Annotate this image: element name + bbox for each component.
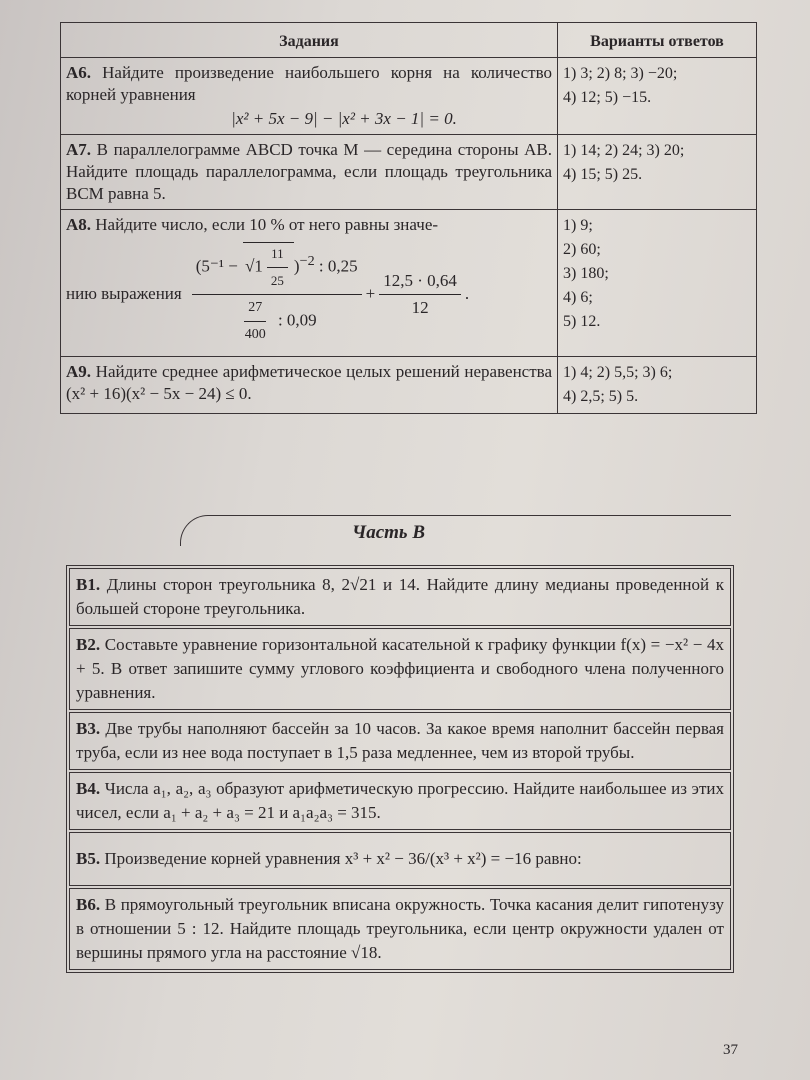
task-label: А6. [66,63,92,82]
answer-options: 1) 3; 2) 8; 3) −20; [563,65,678,82]
task-cell [61,58,558,135]
task-text: Найдите среднее арифметическое целых решений неравенства (x² + 16)(x² − 5x − 24) ≤ 0. [66,362,553,403]
task-text: Найдите число, если 10 % от него равны значе- [95,215,439,234]
task-label: А7. [66,140,92,159]
task-row-a8 [61,210,757,357]
answer-option: 4) 6; [563,289,593,306]
second-fraction: $\frac{12,5 \cdot 0,64}{12}$ [379,270,461,319]
answer-cell [558,210,757,357]
task-text: Числа a₁, a₂, a₃ образуют арифметическую прогрессию. Найдите наибольшее из этих чисел, если a₁ + a₂ + a₃ = 21 и a₁a₂a₃ = 315. [76,779,725,822]
section-header-frame [180,515,731,546]
answer-options: 4) 2,5; 5) 5. [563,388,639,405]
answer-options: 4) 12; 5) −15. [563,89,652,106]
answer-option: 2) 60; [563,241,601,258]
task-label: А8. [66,215,92,234]
task-label: B1. [76,575,101,594]
answer-option: 1) 9; [563,217,593,234]
part-b-table [66,565,734,973]
task-label: B2. [76,635,101,654]
task-text: Длины сторон треугольника 8, 2√21 и 14. Найдите длину медианы проведенной к большей стороне треугольника. [76,575,724,618]
task-text: Произведение корней уравнения x³ + x² − 36/(x³ + x²) = −16 равно: [104,849,582,868]
part-a-table [60,22,757,414]
task-row-a9 [61,357,757,414]
task-row-b2 [69,628,731,710]
task-text: Найдите произведение наибольшего корня на количество корней уравнения [66,63,553,104]
task-cell [61,210,558,357]
section-title: Часть B [352,522,426,543]
page-number: 37 [723,1042,738,1058]
answer-cell [558,135,757,210]
task-cell [61,357,558,414]
answer-cell [558,58,757,135]
task-row-a7 [61,135,757,210]
task-text: В параллелограмме ABCD точка M — середина стороны AB. Найдите площадь параллелограмма, если площадь треугольника BCM равна 5. [66,140,553,203]
main-fraction: (5⁻¹ − √1 $\frac{11}{25}$ )$^{-2}$ : 0,25 $\frac{27}{400}$ : 0,09 [192,242,362,346]
task-text-continued: нию выражения [66,284,182,303]
task-row-b6 [69,888,731,970]
answer-cell [558,357,757,414]
task-label: B6. [76,895,101,914]
task-label: А9. [66,362,92,381]
answer-option: 5) 12. [563,313,601,330]
table-header-row [61,23,757,58]
task-cell [61,135,558,210]
task-label: B5. [76,849,101,868]
expression-line: нию выражения (5⁻¹ − √1 $\frac{11}{25}$ )$^{-2}$ : 0,25 $\frac{27}{400}$ : 0,09 + $\frac{12,5 \cdot 0,64}{12}$ . [66,238,552,350]
task-row-b5 [69,832,731,886]
task-text: В прямоугольный треугольник вписана окружность. Точка касания делит гипотенузу в отношении 5 : 12. Найдите площадь треугольника, если центр окружности удален от вершины прямого угла на расстояние √18. [76,895,725,962]
task-text: Составьте уравнение горизонтальной касательной к графику функции f(x) = −x² − 4x + 5. В ответ запишите сумму углового коэффициента и свободного члена полученного уравнения. [76,635,725,702]
answer-options: 4) 15; 5) 25. [563,166,643,183]
task-row-b1 [69,568,731,626]
header-answers: Варианты ответов [558,23,757,58]
task-text: Две трубы наполняют бассейн за 10 часов. За какое время наполнит бассейн первая труба, если из нее вода поступает в 1,5 раза медленнее, чем из второй трубы. [76,719,724,762]
answer-options: 1) 4; 2) 5,5; 3) 6; [563,364,673,381]
task-row-a6 [61,58,757,135]
header-tasks: Задания [61,23,558,58]
task-row-b4 [69,772,731,830]
task-row-b3 [69,712,731,770]
task-formula: |x² + 5x − 9| − |x² + 3x − 1| = 0. [231,109,457,128]
answer-option: 3) 180; [563,265,609,282]
task-label: B3. [76,719,101,738]
task-label: B4. [76,779,101,798]
answer-options: 1) 14; 2) 24; 3) 20; [563,142,685,159]
